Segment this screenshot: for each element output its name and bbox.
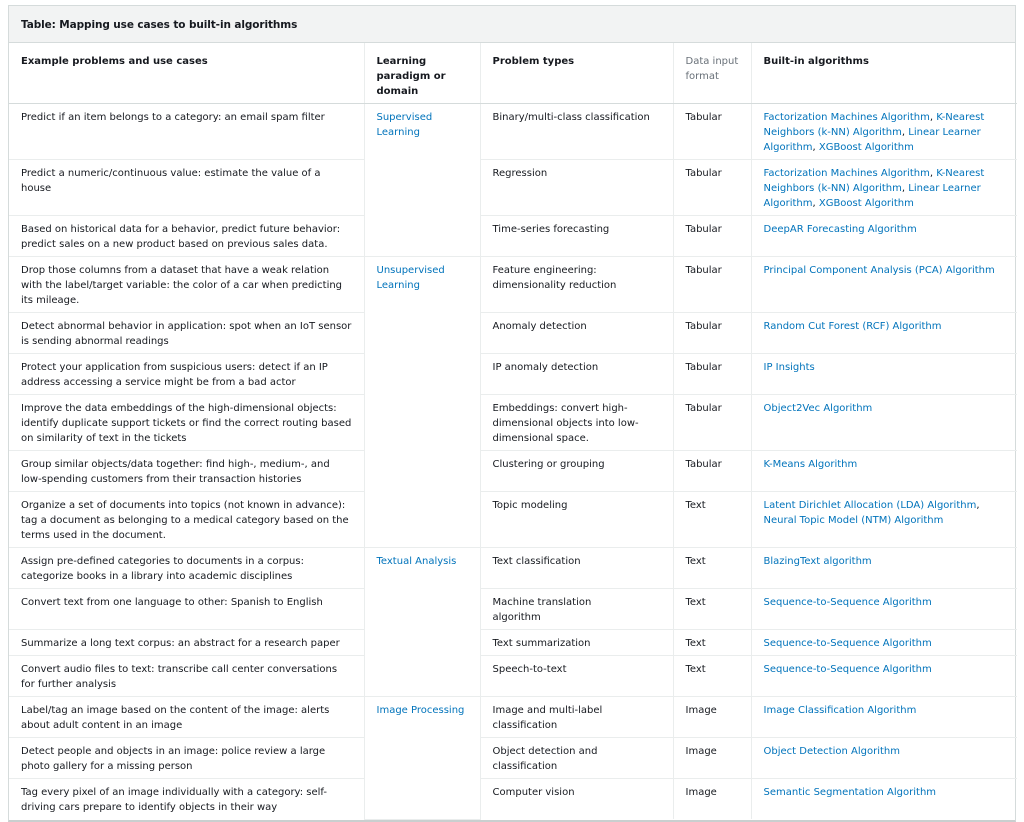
table-row <box>9 589 1017 630</box>
table-row <box>9 451 1017 492</box>
data-input-cell: Text <box>673 630 751 656</box>
data-input-cell: Tabular <box>673 313 751 354</box>
use-case-cell: Label/tag an image based on the content of the image: alerts about adult content in an image <box>9 697 364 738</box>
algorithm-link[interactable]: DeepAR Forecasting Algorithm <box>763 224 917 235</box>
data-input-cell: Text <box>673 656 751 697</box>
algorithms-cell <box>751 656 1017 697</box>
data-input-cell: Tabular <box>673 451 751 492</box>
algorithms-cell <box>751 104 1017 160</box>
algorithm-table-card <box>8 5 1016 822</box>
link-separator: , <box>812 142 819 153</box>
algorithms-cell <box>751 630 1017 656</box>
problem-type-cell: Anomaly detection <box>480 313 673 354</box>
link-separator: , <box>901 183 909 194</box>
paradigm-cell-image <box>364 697 480 820</box>
use-case-cell: Improve the data embeddings of the high-dimensional objects: identify duplicate support tickets or find the correct routing based on similarity of text in the tickets <box>9 395 364 451</box>
link-separator: , <box>929 168 937 179</box>
algorithms-cell <box>751 451 1017 492</box>
algorithms-cell <box>751 779 1017 820</box>
table-row <box>9 160 1017 216</box>
use-case-cell: Tag every pixel of an image individually with a category: self-driving cars prepare to identify objects in their way <box>9 779 364 820</box>
table-row <box>9 656 1017 697</box>
problem-type-cell: Clustering or grouping <box>480 451 673 492</box>
header-data-input: Data input format <box>673 43 751 104</box>
use-case-cell: Protect your application from suspicious users: detect if an IP address accessing a service might be from a bad actor <box>9 354 364 395</box>
header-problem-type: Problem types <box>480 43 673 104</box>
data-input-cell: Tabular <box>673 354 751 395</box>
paradigm-cell-supervised <box>364 104 480 257</box>
algorithm-link[interactable]: Latent Dirichlet Allocation (LDA) Algorithm <box>763 500 977 511</box>
algorithms-cell <box>751 395 1017 451</box>
use-case-cell: Convert text from one language to other: Spanish to English <box>9 589 364 630</box>
header-paradigm: Learning paradigm or domain <box>364 43 480 104</box>
data-input-cell: Tabular <box>673 257 751 313</box>
algorithms-cell <box>751 738 1017 779</box>
paradigm-supervised-link[interactable]: Supervised Learning <box>376 112 433 138</box>
data-input-cell: Tabular <box>673 104 751 160</box>
problem-type-cell: Image and multi-label classification <box>480 697 673 738</box>
problem-type-cell: Machine translation algorithm <box>480 589 673 630</box>
table-row <box>9 697 1017 738</box>
algorithm-link[interactable]: Sequence-to-Sequence Algorithm <box>763 638 932 649</box>
link-separator: , <box>976 500 980 511</box>
algorithm-link[interactable]: Factorization Machines Algorithm <box>763 168 930 179</box>
algorithm-link[interactable]: Object2Vec Algorithm <box>763 403 873 414</box>
algorithms-cell <box>751 548 1017 589</box>
data-input-cell: Text <box>673 589 751 630</box>
paradigm-unsupervised-link[interactable]: Unsupervised Learning <box>376 265 445 291</box>
use-case-cell: Drop those columns from a dataset that have a weak relation with the label/target variable: the color of a car when predicting its mileage. <box>9 257 364 313</box>
use-case-cell: Predict a numeric/continuous value: estimate the value of a house <box>9 160 364 216</box>
algorithms-cell <box>751 257 1017 313</box>
algorithm-link[interactable]: Random Cut Forest (RCF) Algorithm <box>763 321 942 332</box>
table-row <box>9 779 1017 820</box>
algorithm-link[interactable]: Principal Component Analysis (PCA) Algorithm <box>763 265 995 276</box>
table-row <box>9 492 1017 548</box>
use-case-cell: Summarize a long text corpus: an abstract for a research paper <box>9 630 364 656</box>
algorithm-link[interactable]: XGBoost Algorithm <box>818 142 914 153</box>
table-row <box>9 313 1017 354</box>
problem-type-cell: Embeddings: convert high-dimensional objects into low-dimensional space. <box>480 395 673 451</box>
data-input-cell: Image <box>673 738 751 779</box>
data-input-cell: Image <box>673 697 751 738</box>
use-case-cell: Predict if an item belongs to a category: an email spam filter <box>9 104 364 160</box>
algorithm-link[interactable]: K-Means Algorithm <box>763 459 858 470</box>
algorithms-cell <box>751 589 1017 630</box>
link-separator: , <box>901 127 909 138</box>
data-input-cell: Image <box>673 779 751 820</box>
header-row <box>9 43 1017 104</box>
algorithm-link[interactable]: Sequence-to-Sequence Algorithm <box>763 597 932 608</box>
table-row <box>9 395 1017 451</box>
algorithm-link[interactable]: BlazingText algorithm <box>763 556 872 567</box>
problem-type-cell: Text classification <box>480 548 673 589</box>
algorithms-cell <box>751 313 1017 354</box>
paradigm-image-link[interactable]: Image Processing <box>376 705 465 716</box>
data-input-cell: Tabular <box>673 395 751 451</box>
algorithm-link[interactable]: Semantic Segmentation Algorithm <box>763 787 937 798</box>
use-case-cell: Assign pre-defined categories to documents in a corpus: categorize books in a library into academic disciplines <box>9 548 364 589</box>
paradigm-textual-link[interactable]: Textual Analysis <box>376 556 457 567</box>
data-input-cell: Text <box>673 548 751 589</box>
table-row <box>9 354 1017 395</box>
use-case-cell: Group similar objects/data together: find high-, medium-, and low-spending customers from their transaction histories <box>9 451 364 492</box>
use-case-table <box>9 43 1017 820</box>
algorithms-cell <box>751 697 1017 738</box>
algorithms-cell <box>751 354 1017 395</box>
table-row <box>9 548 1017 589</box>
table-caption: Table: Mapping use cases to built-in algorithms <box>9 6 1015 43</box>
data-input-cell: Tabular <box>673 160 751 216</box>
algorithm-link[interactable]: Image Classification Algorithm <box>763 705 917 716</box>
algorithm-link[interactable]: Linear Learner Algorithm <box>763 183 981 209</box>
paradigm-cell-textual <box>364 548 480 697</box>
algorithm-link[interactable]: Sequence-to-Sequence Algorithm <box>763 664 932 675</box>
link-separator: , <box>812 198 819 209</box>
paradigm-cell-unsupervised <box>364 257 480 548</box>
problem-type-cell: Computer vision <box>480 779 673 820</box>
algorithms-cell <box>751 492 1017 548</box>
algorithm-link[interactable]: Neural Topic Model (NTM) Algorithm <box>763 515 944 526</box>
algorithm-link[interactable]: IP Insights <box>763 362 815 373</box>
use-case-cell: Based on historical data for a behavior, predict future behavior: predict sales on a new product based on previous sales data. <box>9 216 364 257</box>
algorithm-link[interactable]: Linear Learner Algorithm <box>763 127 981 153</box>
header-use-case: Example problems and use cases <box>9 43 364 104</box>
algorithm-link[interactable]: K-Nearest Neighbors (k-NN) Algorithm <box>763 112 985 138</box>
algorithm-link[interactable]: Factorization Machines Algorithm <box>763 112 930 123</box>
problem-type-cell: Object detection and classification <box>480 738 673 779</box>
use-case-cell: Detect abnormal behavior in application: spot when an IoT sensor is sending abnormal readings <box>9 313 364 354</box>
algorithm-link[interactable]: XGBoost Algorithm <box>818 198 914 209</box>
problem-type-cell: Feature engineering: dimensionality reduction <box>480 257 673 313</box>
table-row <box>9 104 1017 160</box>
table-row <box>9 630 1017 656</box>
table-row <box>9 257 1017 313</box>
problem-type-cell: Time-series forecasting <box>480 216 673 257</box>
use-case-cell: Convert audio files to text: transcribe call center conversations for further analysis <box>9 656 364 697</box>
use-case-cell: Detect people and objects in an image: police review a large photo gallery for a missing person <box>9 738 364 779</box>
data-input-cell: Tabular <box>673 216 751 257</box>
data-input-cell: Text <box>673 492 751 548</box>
problem-type-cell: Topic modeling <box>480 492 673 548</box>
algorithm-link[interactable]: Object Detection Algorithm <box>763 746 900 757</box>
algorithms-cell <box>751 216 1017 257</box>
table-row <box>9 216 1017 257</box>
table-body <box>9 104 1017 820</box>
problem-type-cell: Speech-to-text <box>480 656 673 697</box>
problem-type-cell: Binary/multi-class classification <box>480 104 673 160</box>
problem-type-cell: Text summarization <box>480 630 673 656</box>
use-case-cell: Organize a set of documents into topics (not known in advance): tag a document as belonging to a medical category based on the terms used in the document. <box>9 492 364 548</box>
header-algorithms: Built-in algorithms <box>751 43 1017 104</box>
algorithm-link[interactable]: K-Nearest Neighbors (k-NN) Algorithm <box>763 168 985 194</box>
problem-type-cell: IP anomaly detection <box>480 354 673 395</box>
problem-type-cell: Regression <box>480 160 673 216</box>
table-row <box>9 738 1017 779</box>
algorithms-cell <box>751 160 1017 216</box>
link-separator: , <box>929 112 937 123</box>
